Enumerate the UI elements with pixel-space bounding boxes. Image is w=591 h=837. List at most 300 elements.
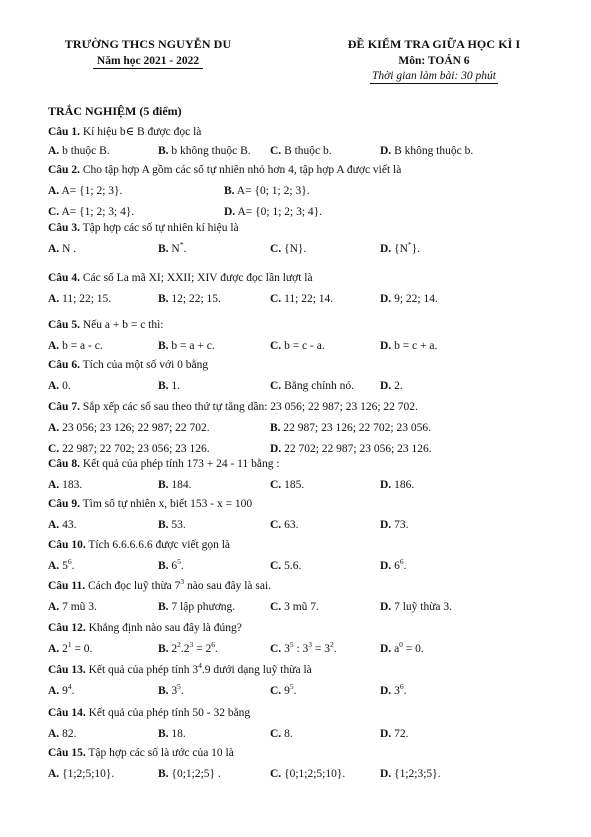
- option-letter: D.: [380, 519, 392, 531]
- option-letter: B.: [158, 768, 169, 780]
- question-label: Câu 13.: [48, 664, 86, 676]
- options-row: [48, 240, 548, 259]
- option-d[interactable]: [380, 479, 414, 491]
- option-text: [62, 479, 82, 491]
- options-row: [48, 640, 548, 659]
- text-part: 18.: [171, 728, 186, 740]
- option-text: [394, 145, 473, 157]
- option-b[interactable]: [158, 682, 184, 697]
- text-part: 22 702; 22 987; 23 056; 23 126.: [284, 443, 432, 455]
- option-d[interactable]: [380, 293, 438, 305]
- text-part: a: [394, 643, 400, 655]
- options-row: [48, 728, 548, 744]
- option-a[interactable]: [48, 185, 122, 197]
- header-left: [48, 37, 248, 69]
- text-part: 186.: [394, 479, 415, 491]
- option-letter: B.: [158, 380, 169, 392]
- option-text: [394, 768, 441, 780]
- text-part: A= {0; 1; 2; 3}.: [236, 185, 310, 197]
- question-text: [83, 222, 239, 234]
- text-part: Nếu a + b = c thì:: [82, 319, 164, 331]
- option-text: [62, 601, 97, 613]
- option-text: [171, 479, 191, 491]
- option-letter: C.: [270, 293, 282, 305]
- text-part: 72.: [394, 728, 409, 740]
- question-text: [83, 319, 164, 331]
- text-part: {0;1;2;5} .: [171, 768, 221, 780]
- option-b[interactable]: [158, 519, 186, 531]
- question-4: [48, 272, 548, 284]
- text-part: Tìm số tự nhiên x, biết 153 - x = 100: [82, 498, 253, 510]
- text-part: 6: [394, 560, 400, 572]
- option-a[interactable]: [48, 340, 103, 352]
- option-letter: D.: [380, 340, 392, 352]
- question-label: Câu 2.: [48, 164, 80, 176]
- option-letter: A.: [48, 601, 60, 613]
- option-a[interactable]: [48, 768, 114, 780]
- option-letter: C.: [270, 380, 282, 392]
- option-c[interactable]: [270, 243, 306, 255]
- option-d[interactable]: [380, 640, 424, 655]
- option-text: [284, 340, 325, 352]
- option-d[interactable]: [270, 443, 432, 455]
- text-part: 11; 22; 15.: [62, 293, 112, 305]
- superscript: 5: [177, 682, 181, 691]
- text-part: .: [333, 643, 337, 655]
- option-letter: A.: [48, 685, 60, 697]
- option-text: [171, 519, 185, 531]
- text-part: .: [293, 685, 297, 697]
- option-c[interactable]: [270, 560, 301, 572]
- option-text: [394, 380, 403, 392]
- option-letter: B.: [158, 728, 169, 740]
- text-part: 7 luỹ thừa 3.: [394, 601, 453, 613]
- option-letter: D.: [380, 643, 392, 655]
- option-text: [171, 728, 185, 740]
- text-part: {1;2;5;10}.: [62, 768, 115, 780]
- option-c[interactable]: [270, 768, 345, 780]
- option-b[interactable]: [158, 145, 251, 157]
- option-letter: B.: [158, 643, 169, 655]
- text-part: Tích của một số với 0 bằng: [82, 359, 209, 371]
- text-part: Bằng chính nó.: [284, 380, 355, 392]
- option-c[interactable]: [270, 293, 333, 305]
- option-letter: C.: [270, 601, 282, 613]
- options-row: [48, 380, 548, 396]
- option-d[interactable]: [380, 557, 407, 572]
- superscript: 2: [177, 640, 181, 649]
- option-letter: C.: [270, 643, 282, 655]
- option-text: [394, 293, 438, 305]
- option-text: [171, 145, 250, 157]
- question-9: [48, 498, 548, 510]
- text-part: 53.: [171, 519, 186, 531]
- option-b[interactable]: [158, 340, 215, 352]
- option-text: [283, 422, 431, 434]
- text-part: 23 056; 23 126; 22 987; 22 702.: [62, 422, 210, 434]
- option-letter: A.: [48, 728, 60, 740]
- option-c[interactable]: [270, 601, 319, 613]
- option-d[interactable]: [380, 340, 437, 352]
- option-text: [62, 557, 75, 572]
- option-d[interactable]: [380, 728, 408, 740]
- option-text: [394, 601, 452, 613]
- question-text: [83, 458, 280, 470]
- question-label: Câu 8.: [48, 458, 80, 470]
- option-text: [284, 519, 298, 531]
- option-letter: B.: [158, 293, 169, 305]
- option-letter: A.: [48, 479, 60, 491]
- option-a[interactable]: [48, 422, 210, 434]
- text-part: Tích 6.6.6.6.6 được viết gọn là: [88, 539, 231, 551]
- option-a[interactable]: [48, 479, 82, 491]
- options-row: [48, 601, 548, 617]
- options-row: [48, 557, 548, 576]
- option-d[interactable]: [380, 601, 452, 613]
- option-a[interactable]: [48, 519, 76, 531]
- question-label: Câu 9.: [48, 498, 80, 510]
- option-letter: D.: [224, 206, 236, 218]
- text-part: b = c - a.: [284, 340, 325, 352]
- options-row: [48, 422, 548, 438]
- text-part: Các số La mã XI; XXII; XIV được đọc lần lượt là: [82, 272, 313, 284]
- text-part: 2.: [394, 380, 403, 392]
- option-letter: D.: [380, 685, 392, 697]
- option-d[interactable]: [380, 380, 403, 392]
- option-letter: D.: [380, 145, 392, 157]
- option-b[interactable]: [158, 768, 221, 780]
- option-a[interactable]: [48, 293, 111, 305]
- option-letter: B.: [158, 519, 169, 531]
- text-part: Cách đọc luỹ thừa 7: [87, 580, 181, 592]
- option-text: [171, 240, 187, 255]
- text-part: .: [71, 560, 75, 572]
- option-text: [394, 479, 414, 491]
- text-part: nào sau đây là sai.: [184, 580, 272, 592]
- option-a[interactable]: [48, 145, 110, 157]
- option-c[interactable]: [48, 206, 134, 218]
- options-row: [48, 443, 548, 459]
- option-b[interactable]: [158, 640, 218, 655]
- option-b[interactable]: [158, 293, 221, 305]
- option-letter: C.: [48, 443, 60, 455]
- option-letter: C.: [270, 560, 282, 572]
- question-text: [87, 577, 272, 592]
- text-part: 22 987; 23 126; 22 702; 23 056.: [283, 422, 432, 434]
- option-text: [171, 557, 184, 572]
- option-text: [284, 601, 319, 613]
- option-letter: B.: [158, 479, 169, 491]
- option-letter: A.: [48, 560, 60, 572]
- options-row: [48, 293, 548, 309]
- option-text: [284, 560, 301, 572]
- option-letter: D.: [380, 560, 392, 572]
- option-c[interactable]: [270, 340, 325, 352]
- option-letter: B.: [158, 560, 169, 572]
- option-letter: D.: [380, 243, 392, 255]
- question-label: Câu 6.: [48, 359, 80, 371]
- superscript: 5: [177, 557, 181, 566]
- option-d[interactable]: [380, 145, 473, 157]
- question-label: Câu 10.: [48, 539, 86, 551]
- question-text: [83, 164, 402, 176]
- option-c[interactable]: [270, 145, 332, 157]
- option-b[interactable]: [158, 601, 235, 613]
- question-label: Câu 15.: [48, 747, 86, 759]
- text-part: 9; 22; 14.: [394, 293, 438, 305]
- text-part: 3: [171, 685, 178, 697]
- option-letter: C.: [270, 768, 282, 780]
- text-part: 3 mũ 7.: [284, 601, 319, 613]
- option-letter: B.: [158, 601, 169, 613]
- text-part: .: [180, 685, 184, 697]
- text-part: Tập hợp các số tự nhiên kí hiệu là: [82, 222, 239, 234]
- text-part: 3: [284, 643, 290, 655]
- option-d[interactable]: [380, 240, 421, 255]
- exam-subject: Môn: TOÁN 6: [398, 55, 470, 67]
- options-row: [48, 185, 548, 201]
- option-text: [237, 206, 322, 218]
- option-text: [62, 728, 76, 740]
- option-text: [284, 380, 354, 392]
- option-text: [62, 768, 114, 780]
- text-part: = 0.: [402, 643, 424, 655]
- option-letter: C.: [270, 243, 282, 255]
- text-part: : 3: [293, 643, 309, 655]
- question-15: [48, 747, 548, 759]
- school-year: Năm học 2021 - 2022: [93, 55, 203, 69]
- option-letter: A.: [48, 380, 60, 392]
- option-text: [62, 380, 71, 392]
- text-part: b = c + a.: [394, 340, 438, 352]
- question-8: [48, 458, 548, 470]
- option-text: [171, 340, 214, 352]
- option-b[interactable]: [158, 240, 187, 255]
- option-text: [284, 768, 345, 780]
- text-part: Kết quả của phép tính 50 - 32 bằng: [88, 707, 251, 719]
- option-text: [62, 640, 93, 655]
- option-letter: D.: [270, 443, 282, 455]
- option-letter: A.: [48, 145, 60, 157]
- option-text: [62, 145, 110, 157]
- option-text: [394, 728, 408, 740]
- option-letter: D.: [380, 293, 392, 305]
- option-a[interactable]: [48, 243, 76, 255]
- text-part: .9 dưới dạng luỹ thừa là: [201, 664, 312, 676]
- text-part: .: [71, 685, 75, 697]
- option-letter: B.: [270, 422, 281, 434]
- text-part: 184.: [171, 479, 192, 491]
- option-letter: A.: [48, 293, 60, 305]
- superscript: 2: [330, 640, 334, 649]
- option-text: [394, 240, 421, 255]
- option-c[interactable]: [270, 479, 304, 491]
- superscript: 3: [180, 577, 185, 586]
- option-text: [284, 443, 432, 455]
- superscript: *: [179, 240, 184, 249]
- question-text: [89, 707, 251, 719]
- question-label: Câu 4.: [48, 272, 80, 284]
- option-text: [237, 185, 310, 197]
- option-text: [171, 380, 180, 392]
- option-text: [171, 640, 218, 655]
- option-text: [284, 640, 337, 655]
- option-a[interactable]: [48, 601, 97, 613]
- option-text: [61, 185, 122, 197]
- option-b[interactable]: [158, 728, 186, 740]
- superscript: 6: [67, 557, 72, 566]
- option-text: [62, 340, 103, 352]
- option-text: [62, 443, 210, 455]
- text-part: 8.: [284, 728, 293, 740]
- option-text: [62, 422, 210, 434]
- option-letter: D.: [380, 728, 392, 740]
- option-c[interactable]: [48, 443, 210, 455]
- option-b[interactable]: [158, 479, 192, 491]
- option-letter: A.: [48, 340, 60, 352]
- option-a[interactable]: [48, 682, 75, 697]
- option-c[interactable]: [270, 380, 354, 392]
- text-part: 43.: [62, 519, 77, 531]
- text-part: .: [403, 560, 407, 572]
- text-part: .: [180, 560, 184, 572]
- option-letter: D.: [380, 479, 392, 491]
- option-text: [284, 479, 304, 491]
- option-text: [394, 640, 424, 655]
- superscript: 6: [399, 682, 404, 691]
- question-11: [48, 577, 548, 592]
- question-label: Câu 7.: [48, 401, 80, 413]
- option-text: [171, 601, 235, 613]
- question-2: [48, 164, 548, 176]
- text-part: 7 lập phương.: [171, 601, 236, 613]
- text-part: 1.: [171, 380, 181, 392]
- option-letter: B.: [158, 685, 169, 697]
- text-part: A= {1; 2; 3}.: [61, 185, 123, 197]
- option-b[interactable]: [270, 422, 431, 434]
- option-a[interactable]: [48, 640, 93, 655]
- question-label: Câu 3.: [48, 222, 80, 234]
- option-text: [394, 519, 408, 531]
- option-b[interactable]: [158, 380, 180, 392]
- text-part: 0.: [62, 380, 71, 392]
- option-text: [284, 728, 293, 740]
- option-letter: B.: [158, 145, 169, 157]
- option-letter: B.: [158, 243, 169, 255]
- question-text: [83, 359, 209, 371]
- question-7: [48, 401, 548, 413]
- option-d[interactable]: [380, 682, 407, 697]
- text-part: .2: [180, 643, 190, 655]
- question-14: [48, 707, 548, 719]
- question-6: [48, 359, 548, 371]
- options-row: [48, 519, 548, 535]
- option-text: [62, 682, 75, 697]
- option-text: [284, 293, 333, 305]
- text-part: 6: [171, 560, 178, 572]
- question-text: [88, 747, 233, 759]
- question-1: [48, 124, 548, 138]
- question-text: [83, 126, 202, 138]
- text-part: Tập hợp các số là ước của 10 là: [88, 747, 234, 759]
- question-label: Câu 14.: [48, 707, 86, 719]
- option-letter: B.: [158, 340, 169, 352]
- question-12: [48, 622, 548, 634]
- question-5: [48, 319, 548, 331]
- text-part: = 0.: [71, 643, 93, 655]
- option-c[interactable]: [270, 728, 293, 740]
- option-letter: D.: [380, 768, 392, 780]
- superscript: 6: [211, 640, 216, 649]
- option-c[interactable]: [270, 682, 297, 697]
- text-part: N: [171, 243, 180, 255]
- question-text: [89, 622, 242, 634]
- option-d[interactable]: [224, 206, 322, 218]
- text-part: 9: [284, 685, 290, 697]
- options-row: [48, 145, 548, 161]
- option-text: [62, 243, 76, 255]
- options-row: [48, 340, 548, 356]
- superscript: 5: [289, 640, 294, 649]
- option-text: [394, 682, 407, 697]
- text-part: 7 mũ 3.: [62, 601, 97, 613]
- superscript: 3: [308, 640, 313, 649]
- header-right: [325, 37, 543, 84]
- option-d[interactable]: [380, 519, 408, 531]
- text-part: .: [183, 243, 187, 255]
- option-letter: C.: [270, 145, 282, 157]
- text-part: 82.: [62, 728, 77, 740]
- text-part: A= {1; 2; 3; 4}.: [61, 206, 135, 218]
- text-part: 2: [171, 643, 178, 655]
- section-title: TRẮC NGHIỆM (5 điểm): [48, 104, 182, 118]
- text-part: 22 987; 22 702; 23 056; 23 126.: [62, 443, 210, 455]
- school-name: TRƯỜNG THCS NGUYỄN DU: [64, 37, 232, 51]
- option-a[interactable]: [48, 728, 76, 740]
- text-part: N .: [62, 243, 77, 255]
- option-text: [62, 293, 111, 305]
- option-letter: A.: [48, 422, 60, 434]
- option-letter: C.: [270, 519, 282, 531]
- text-part: 5: [62, 560, 68, 572]
- option-b[interactable]: [224, 185, 310, 197]
- option-text: [61, 206, 134, 218]
- question-text: [88, 539, 230, 551]
- exam-title: ĐỀ KIỂM TRA GIỮA HỌC KÌ I: [347, 37, 521, 51]
- option-a[interactable]: [48, 380, 71, 392]
- option-c[interactable]: [270, 519, 298, 531]
- superscript: *: [407, 240, 412, 249]
- text-part: 5.6.: [284, 560, 302, 572]
- superscript: 6: [399, 557, 404, 566]
- text-part: }.: [411, 243, 421, 255]
- option-letter: A.: [48, 519, 60, 531]
- question-13: [48, 661, 548, 676]
- option-letter: D.: [380, 380, 392, 392]
- exam-time: Thời gian làm bài: 30 phút: [371, 70, 497, 82]
- question-3: [48, 222, 548, 234]
- text-part: Kí hiệu b∈ B được đọc là: [82, 126, 202, 138]
- text-part: 9: [62, 685, 68, 697]
- question-text: [83, 272, 313, 284]
- option-c[interactable]: [270, 640, 337, 655]
- option-letter: A.: [48, 185, 60, 197]
- text-part: Kết quả của phép tính 173 + 24 - 11 bằng :: [82, 458, 280, 470]
- options-row: [48, 768, 548, 784]
- option-d[interactable]: [380, 768, 441, 780]
- option-b[interactable]: [158, 557, 184, 572]
- option-a[interactable]: [48, 557, 75, 572]
